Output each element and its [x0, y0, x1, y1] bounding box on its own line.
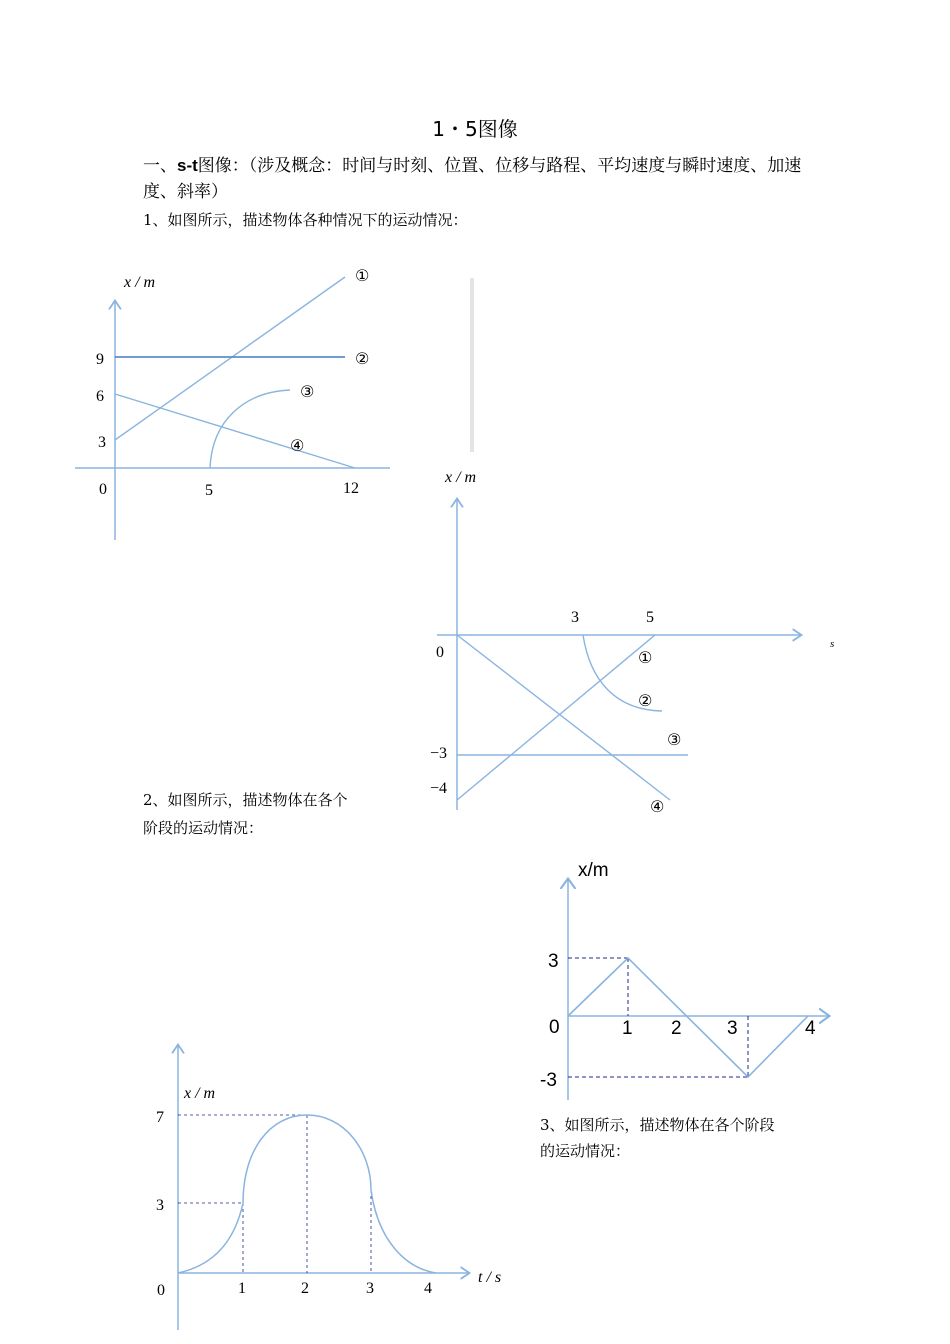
f3-xtick-4: 4	[805, 1018, 816, 1039]
f1-xtick-0: 0	[99, 481, 107, 498]
f3-xtick-2: 2	[671, 1018, 682, 1039]
f1-marker-2: ②	[355, 349, 370, 368]
f1-ytick-6: 6	[96, 388, 104, 405]
f1-marker-4: ④	[290, 436, 305, 455]
f3-ylabel: x/m	[578, 860, 609, 881]
question-3-line1: 3、如图所示，描述物体在各个阶段	[540, 1116, 775, 1134]
f3-xtick-1: 1	[622, 1018, 633, 1039]
f4-xtick-4: 4	[424, 1280, 432, 1297]
f1-marker-3: ③	[300, 382, 315, 401]
question-2-line2: 阶段的运动情况：	[143, 819, 264, 837]
f3-xtick-3: 3	[727, 1018, 738, 1039]
f2-xtick-3: 3	[571, 609, 579, 626]
f4-origin: 0	[157, 1282, 165, 1299]
f2-origin: 0	[436, 644, 444, 661]
f2-xlabel-fragment: s	[830, 638, 835, 650]
page-title: 1・5图像	[432, 117, 518, 141]
f4-ytick-3: 3	[156, 1197, 164, 1214]
f1-ytick-9: 9	[96, 351, 104, 368]
f4-xtick-1: 1	[238, 1280, 246, 1297]
section-bold: s-t	[177, 156, 198, 175]
f2-marker-3: ③	[667, 730, 682, 749]
f1-xtick-5: 5	[205, 482, 213, 499]
f2-ytick-neg4: −4	[430, 780, 448, 797]
question-3-line2: 的运动情况：	[540, 1142, 631, 1160]
section-text: 图像：（涉及概念：时间与时刻、位置、位移与路程、平均速度与瞬时速度、加速度、斜率）	[143, 156, 802, 202]
f2-ytick-neg3: −3	[430, 745, 448, 762]
f4-xtick-3: 3	[366, 1280, 374, 1297]
f3-ytick-neg3: -3	[540, 1070, 557, 1091]
f1-ylabel: x / m	[124, 274, 156, 291]
f1-xtick-12: 12	[343, 480, 359, 497]
f2-ylabel: x / m	[445, 469, 477, 486]
f2-marker-4: ④	[650, 797, 665, 816]
section-prefix: 一、	[143, 156, 177, 176]
f1-marker-1: ①	[355, 266, 370, 285]
f2-marker-1: ①	[638, 648, 653, 667]
f4-xtick-2: 2	[301, 1280, 309, 1297]
f3-ytick-0: 0	[549, 1017, 560, 1038]
f4-xlabel: t / s	[478, 1269, 502, 1286]
f4-ytick-7: 7	[156, 1109, 164, 1126]
f1-ytick-3: 3	[98, 434, 106, 451]
f2-xtick-5: 5	[646, 609, 654, 626]
f4-ylabel: x / m	[184, 1085, 216, 1102]
question-2-line1: 2、如图所示，描述物体在各个	[143, 791, 348, 809]
question-1: 1、如图所示，描述物体各种情况下的运动情况：	[143, 211, 468, 229]
f3-ytick-3: 3	[548, 951, 559, 972]
f2-marker-2: ②	[638, 691, 653, 710]
